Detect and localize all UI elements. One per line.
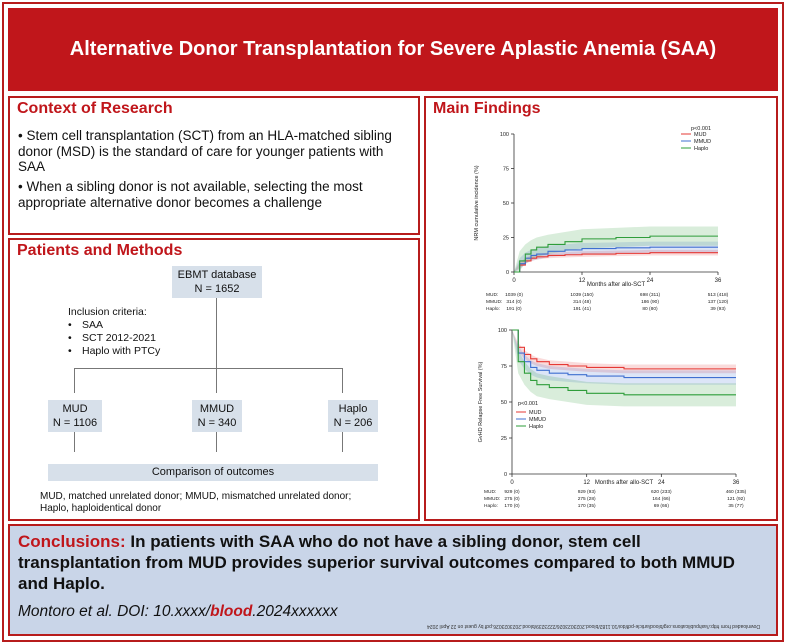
methods-footnote [40,491,351,515]
risk-cell: 191 (41) [573,307,591,312]
findings-title: Main Findings [433,100,541,117]
group-name: MUD [62,403,88,415]
methods-title: Patients and Methods [17,242,183,259]
risk-cell: 35 (77) [728,504,744,509]
citation-prefix: Montoro et al. DOI: 10.xxxx/ [18,603,211,620]
risk-row-label: MUD: [486,293,499,298]
database-name: EBMT database [177,269,257,281]
group-count: N = 340 [197,417,237,429]
risk-row-label: MMUD: [484,497,501,502]
comparison-box [48,464,378,481]
risk-cell: 275 (28) [577,497,596,502]
download-note: Downloaded from http://ashpublications.org/blood/article-pdf/doi/10.1182/blood.2023023026/2223239/blood.2023023026.pdf by guest on 22 April 2024 [427,623,760,629]
context-bullet-1: • Stem cell transplantation (SCT) from an HLA-matched sibling donor (MSD) is the standard of care for younger patients with SAA [18,128,392,174]
p-value: p<0.001 [691,126,712,132]
x-tick-label: 12 [578,278,586,284]
risk-cell: 170 (0) [504,504,520,509]
risk-cell: 929 (93) [577,490,596,495]
y-axis-label: GvHD Relapse Free Survival (%) [478,361,484,443]
risk-cell: 620 (233) [651,490,672,495]
x-axis-label: Months after allo-SCT [586,282,646,288]
connector-line [216,298,217,368]
conclusion-body: In patients with SAA who do not have a sibling donor, stem cell transplantation from MUD provides superior survival outcomes compared to both MMUD and Haplo. [18,532,735,593]
group-box-haplo [328,400,378,432]
y-tick-label: 50 [500,400,507,406]
title-text: Alternative Donor Transplantation for Severe Aplastic Anemia (SAA) [69,38,717,60]
risk-cell: 275 (0) [504,497,520,502]
y-tick-label: 25 [502,235,509,242]
conclusion-text [18,531,758,594]
connector-line [342,368,343,393]
connector-line [216,432,217,452]
legend-label: Haplo [694,146,709,152]
criteria-title: Inclusion criteria: [68,306,147,318]
risk-cell: 314 (0) [506,300,522,305]
p-value: p<0.001 [518,401,539,407]
x-tick-label: 24 [646,278,654,284]
database-count: N = 1652 [194,283,240,295]
connector-line [74,368,342,369]
risk-cell: 1039 (0) [505,293,523,298]
y-tick-label: 0 [503,472,507,478]
risk-cell: 69 (66) [653,504,669,509]
conclusions-panel [8,524,778,636]
methods-panel [8,238,420,521]
y-tick-label: 50 [502,201,509,207]
risk-cell: 698 (311) [639,293,661,298]
risk-row-label: Haplo: [486,307,500,312]
inclusion-criteria [68,306,160,358]
findings-panel [424,96,778,521]
y-tick-label: 100 [499,132,509,138]
legend-label: Haplo [529,424,544,430]
x-axis-label: Months after allo-SCT [594,480,654,486]
x-tick-label: 24 [657,480,665,486]
legend-label: MMUD [694,139,712,145]
comparison-label: Comparison of outcomes [151,466,275,478]
criteria-item [68,332,160,345]
y-tick-label: 75 [502,166,509,173]
x-tick-label: 36 [714,278,722,284]
survival-charts [426,120,776,520]
group-box-mmud [192,400,242,432]
legend-label: MUD [529,410,542,416]
legend-label: MUD [694,132,707,138]
y-tick-label: 25 [500,436,507,442]
citation-journal: blood [210,603,253,620]
connector-line [342,432,343,452]
bullet-char: • [68,319,72,331]
risk-cell: 164 (66) [652,497,671,502]
risk-cell: 513 (418) [707,293,729,298]
risk-cell: 170 (35) [577,504,596,509]
x-tick-label: 36 [732,480,740,486]
group-name: Haplo [338,403,368,415]
conclusion-heading: Conclusions: [18,532,126,551]
risk-cell: 1039 (150) [570,293,594,298]
footnote-line: Haplo, haploidentical donor [40,503,162,514]
group-name: MMUD [199,403,235,415]
criteria-item [68,345,160,358]
risk-row-label: MUD: [484,490,497,495]
risk-cell: 314 (48) [573,300,591,305]
risk-cell: 186 (90) [641,300,659,305]
group-count: N = 1106 [52,417,98,429]
x-tick-label: 0 [512,278,516,284]
footnote-line: MUD, matched unrelated donor; MMUD, mismatched unrelated donor; [40,491,352,502]
criteria-label: Haplo with PTCy [82,345,161,357]
risk-cell: 191 (0) [506,307,522,312]
criteria-label: SCT 2012-2021 [82,332,156,344]
y-axis-label: NRM cumulative incidence (%) [474,165,480,241]
x-tick-label: 0 [510,480,514,486]
y-tick-label: 0 [505,270,509,276]
risk-cell: 929 (0) [504,490,520,495]
context-bullet-2: • When a sibling donor is not available, selecting the most appropriate alternative donor becomes a challenge [18,179,363,210]
context-panel [8,96,420,235]
criteria-item [68,319,160,332]
context-title: Context of Research [17,100,173,117]
citation [18,603,338,621]
risk-row-label: MMUD: [486,300,503,305]
x-tick-label: 12 [583,480,591,486]
y-tick-label: 75 [500,364,507,370]
risk-cell: 121 (92) [727,497,745,502]
connector-line [74,432,75,452]
y-tick-label: 100 [497,328,507,334]
group-box-mud [48,400,102,432]
risk-cell: 80 (80) [642,307,658,312]
risk-cell: 137 (120) [707,300,729,305]
connector-line [74,368,75,393]
poster-title [8,8,778,91]
risk-cell: 39 (93) [710,307,726,312]
risk-cell: 460 (335) [725,490,747,495]
connector-line [216,368,217,393]
bullet-char: • [68,332,72,344]
database-box [172,266,262,298]
risk-row-label: Haplo: [484,504,498,509]
citation-suffix: .2024xxxxxx [252,603,338,620]
group-count: N = 206 [333,417,373,429]
criteria-label: SAA [82,319,104,331]
bullet-char: • [68,345,72,357]
legend-label: MMUD [529,417,547,423]
